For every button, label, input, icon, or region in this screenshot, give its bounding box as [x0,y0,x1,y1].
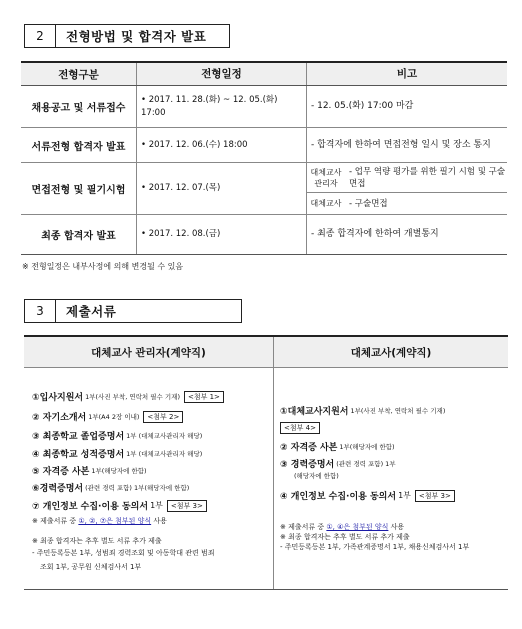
form-note [280,522,404,532]
row-note-split [307,163,507,214]
row-type: 면접전형 및 필기시험 [21,163,137,214]
list-item [32,410,183,423]
list-item [32,499,207,512]
row-date: • 2017. 12. 08.(금) [137,215,307,254]
sub-row [307,193,507,214]
table-row [21,215,507,254]
table-header-row [21,63,507,86]
section-title: 제출서류 [56,299,242,323]
row-note: - 최종 합격자에 한하여 개별통지 [311,229,439,239]
row-note: - 합격자에 한하여 면접전형 일시 및 장소 통지 [311,139,491,150]
table-row [21,163,507,215]
table-row [21,86,507,128]
row-date: • 2017. 12. 07.(목) [137,163,307,214]
item-detail: 1부(해당자에 한함) [339,443,395,451]
attachment-badge: <첨부 3> [167,500,207,512]
item-detail: 1부(사진 부착, 연락처 필수 기재) [85,393,180,401]
attachment-badge: <첨부 2> [143,411,183,423]
row-date: • 2017. 12. 06.(수) 18:00 [137,128,307,162]
item-name: ①입사지원서 [32,393,84,403]
item-name: ④ 개인정보 수집·이용 동의서 [280,492,397,502]
item-detail: (관련 경력 포함) 1부 [336,460,396,468]
item-name: ①대체교사지원서 [280,407,349,417]
attachment-badge: <첨부 1> [184,391,224,403]
header-date: 전형일정 [137,63,307,85]
row-type: 최종 합격자 발표 [21,215,137,254]
form-link[interactable]: ①, ④은 첨부된 양식 [326,523,389,531]
extra-docs-note: ※ 최종 합격자는 추후 별도 서류 추가 제출 [32,537,162,545]
manager-header: 대체교사 관리자(계약직) [24,337,273,368]
extra-docs-detail: - 주민등록등본 1부, 가족관계증명서 1부, 채용신체검사서 1부 [280,543,470,551]
table-row [21,128,507,163]
list-item [32,390,224,403]
section-number: 3 [24,299,56,323]
row-type: 서류전형 합격자 발표 [21,128,137,162]
item-name: ⑥경력증명서 [32,484,84,494]
item-name: ③ 경력증명서 [280,460,335,470]
item-detail: (해당자에 한함) [294,472,339,480]
extra-docs-note: ※ 최종 합격자는 추후 별도 서류 추가 제출 [280,533,410,541]
item-detail: 1부 (대체교사관리자 해당) [126,450,203,458]
teacher-list [274,368,508,589]
teacher-column [274,337,508,589]
item-name: ② 자격증 사본 [280,443,338,453]
schedule-table [21,61,507,255]
item-name: ② 자기소개서 [32,413,87,423]
item-detail: 1부 [150,501,163,510]
sub-desc: - 업무 역량 평가를 위한 필기 시험 및 구술면접 [349,166,506,189]
list-item [32,429,202,442]
section-2-heading [24,24,230,48]
item-detail: 1부 (대체교사관리자 해당) [126,432,203,440]
sub-row [307,163,507,193]
schedule-footnote: ※ 전형일정은 내부사정에 의해 변경될 수 있음 [22,262,184,271]
item-detail: 1부(A4 2장 이내) [88,413,140,421]
note-text: 사용 [390,523,405,531]
sub-desc: - 구술면접 [349,198,388,209]
list-item [280,457,396,470]
section-3-heading [24,299,242,323]
documents-table [24,335,508,590]
item-name: ⑦ 개인정보 수집·이용 동의서 [32,502,149,512]
row-date: • 2017. 11. 28.(화) ~ 12. 05.(화) 17:00 [137,86,307,127]
teacher-header: 대체교사(계약직) [274,337,508,368]
row-type: 채용공고 및 서류접수 [21,86,137,127]
manager-column [24,337,274,589]
extra-docs-detail: - 주민등록등본 1부, 성범죄 경력조회 및 아동학대 관련 범죄 [32,549,215,557]
item-detail: 1부(사진 부착, 연락처 필수 기재) [350,407,446,415]
item-name: ③ 최종학교 졸업증명서 [32,432,125,442]
section-number: 2 [24,24,56,48]
form-link[interactable]: ①, ②, ⑦은 첨부된 양식 [78,517,152,525]
list-item [32,481,189,494]
note-text: 사용 [153,517,167,525]
header-note: 비고 [396,67,418,80]
sub-role: 대체교사 [310,199,342,208]
list-item [32,464,147,477]
note-text: ※ 제출서류 중 [280,523,325,531]
row-note: - 12. 05.(화) 17:00 마감 [311,101,414,111]
item-detail: 1부(해당자에 한함) [91,467,147,475]
item-detail: 1부 [398,491,411,500]
section-title: 전형방법 및 합격자 발표 [56,24,230,48]
manager-list [24,368,273,589]
note-text: ※ 제출서류 중 [32,517,77,525]
attachment-badge: <첨부 4> [280,422,320,434]
form-note [32,516,167,526]
list-item [280,404,445,417]
attachment-badge: <첨부 3> [415,490,455,502]
item-name: ⑤ 자격증 사본 [32,467,90,477]
list-item [280,489,455,502]
list-item-continued [292,471,339,480]
header-type: 전형구분 [21,63,137,85]
sub-role: 대체교사 관리자 [310,167,342,188]
item-detail: (관련 경력 포함) 1부(해당자에 한함) [85,484,190,492]
list-item [280,440,395,453]
list-item [280,422,320,434]
extra-docs-detail: 조회 1부, 공무원 신체검사서 1부 [40,563,142,571]
item-name: ④ 최종학교 성적증명서 [32,450,125,460]
list-item [32,447,202,460]
